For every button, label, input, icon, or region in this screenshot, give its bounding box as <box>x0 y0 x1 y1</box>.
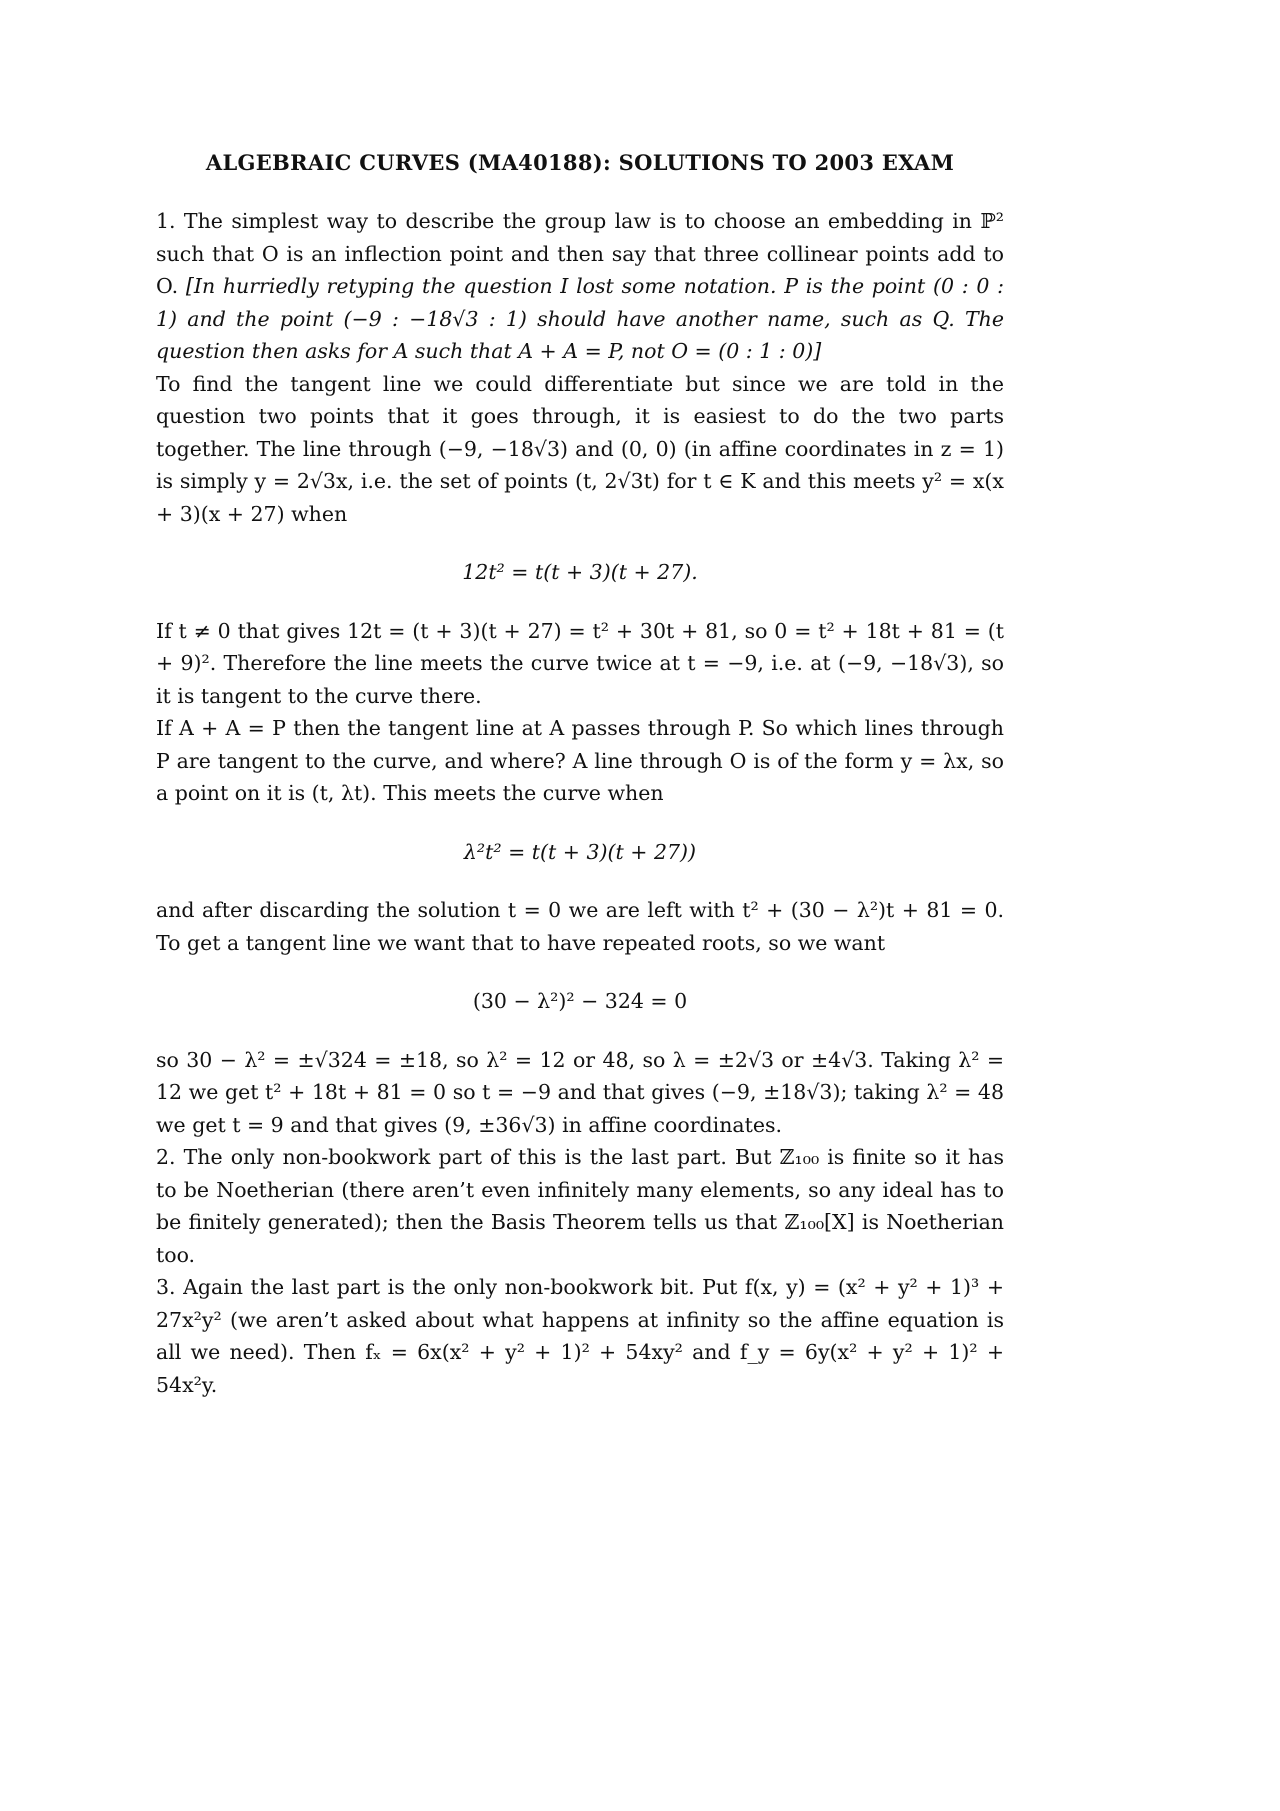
q3-paragraph: 3. Again the last part is the only non-bookwork bit. Put f(x, y) = (x² + y² + 1)³ + 27x²y² (we aren’t asked about what happens at infinity so the affine equation is all we need). Then fₓ = 6x(x² + y² + 1)² + 54xy² and f_y = 6y(x² + y² + 1)² + 54x²y. <box>156 1275 1004 1397</box>
q1-intro-paragraph <box>156 205 1004 368</box>
q1-tangent-paragraph: To find the tangent line we could differentiate but since we are told in the question two points that it goes through, it is easiest to do the two parts together. The line through (−9, −18√3) and (0, 0) (in affine coordinates in z = 1) is simply y = 2√3x, i.e. the set of points (t, 2√3t) for t ∈ K and this meets y² = x(x + 3)(x + 27) when <box>156 371 1004 526</box>
equation-2: λ²t² = t(t + 3)(t + 27)) <box>463 839 697 864</box>
exam-solutions-page <box>156 150 1004 1401</box>
equation-3: (30 − λ²)² − 324 = 0 <box>472 989 688 1013</box>
q1-editorial-note: [In hurriedly retyping the question I lost some notation. P is the point (0 : 0 : 1) and the point (−9 : −18√3 : 1) should have another name, such as Q. The question then asks for A such that A + A = P, not O = (0 : 1 : 0)] <box>156 274 1005 363</box>
q1-lines-through-p-paragraph: If A + A = P then the tangent line at A passes through P. So which lines through P are tangent to the curve, and where? A line through O is of the form y = λx, so a point on it is (t, λt). This meets the curve when <box>156 716 1004 805</box>
q1-tangent-conclusion-paragraph: If t ≠ 0 that gives 12t = (t + 3)(t + 27) = t² + 30t + 81, so 0 = t² + 18t + 81 = (t + 9)². Therefore the line meets the curve twice at t = −9, i.e. at (−9, −18√3), so it is tangent to the curve there. <box>156 618 1004 708</box>
document-title: ALGEBRAIC CURVES (MA40188): SOLUTIONS TO 2003 EXAM <box>205 150 955 175</box>
equation-1: 12t² = t(t + 3)(t + 27). <box>462 560 698 584</box>
q2-paragraph: 2. The only non-bookwork part of this is the last part. But ℤ₁₀₀ is finite so it has to be Noetherian (there aren’t even infinitely many elements, so any ideal has to be finitely generated); then the Basis Theorem tells us that ℤ₁₀₀[X] is Noetherian too. <box>156 1145 1004 1267</box>
q1-solution-paragraph: so 30 − λ² = ±√324 = ±18, so λ² = 12 or 48, so λ = ±2√3 or ±4√3. Taking λ² = 12 we get t² + 18t + 81 = 0 so t = −9 and that gives (−9, ±18√3); taking λ² = 48 we get t = 9 and that gives (9, ±36√3) in affine coordinates. <box>156 1047 1004 1137</box>
q1-repeated-roots-paragraph: and after discarding the solution t = 0 we are left with t² + (30 − λ²)t + 81 = 0. To get a tangent line we want that to have repeated roots, so we want <box>156 898 1004 955</box>
q1-intro-text: 1. The simplest way to describe the group law is to choose an embedding in ℙ² such that O is an inflection point and then say that three collinear points add to O. <box>156 209 1004 298</box>
